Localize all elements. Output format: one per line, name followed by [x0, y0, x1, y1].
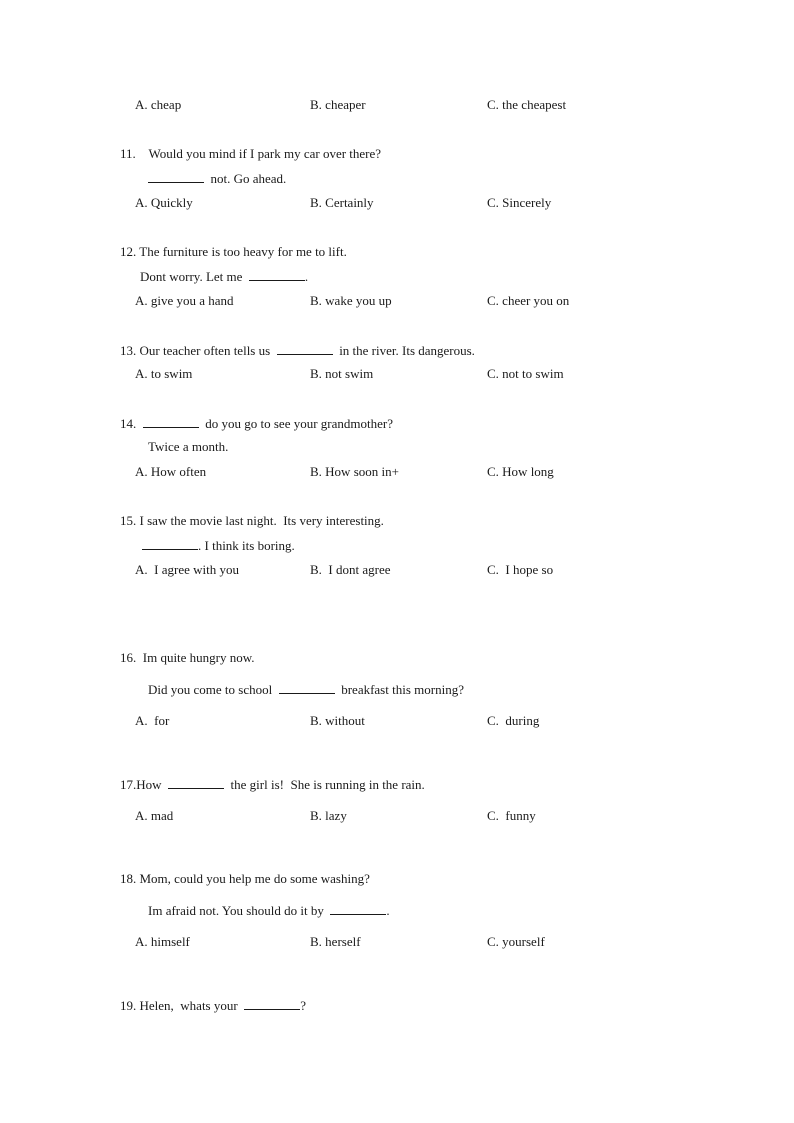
q16-option-c: C. during — [487, 713, 540, 728]
q16-reply-end: breakfast this morning? — [334, 682, 464, 697]
q16-reply — [148, 681, 464, 698]
q11-option-b: B. Certainly — [310, 195, 374, 210]
q11-stem: 11. Would you mind if I park my car over there? — [120, 146, 382, 161]
q13-option-a: A. to swim — [135, 366, 193, 381]
q17-option-c: C. funny — [487, 808, 536, 823]
q18-stem: 18. Mom, could you help me do some washing? — [120, 871, 370, 886]
q17-option-a: A. mad — [135, 808, 174, 823]
q15-blank[interactable] — [142, 537, 198, 550]
q14-option-b: B. How soon in+ — [310, 464, 399, 479]
q16-stem: 16. Im quite hungry now. — [120, 650, 255, 665]
q17-blank[interactable] — [168, 776, 224, 789]
q11-blank[interactable] — [148, 170, 204, 183]
q17-stem — [120, 776, 425, 793]
q13-option-c: C. not to swim — [487, 366, 564, 381]
q18-reply — [148, 902, 390, 919]
q16-reply-text: Did you come to school — [148, 682, 279, 697]
q15-reply — [142, 537, 295, 554]
q15-option-a: A. I agree with you — [135, 562, 239, 577]
q13-blank[interactable] — [277, 342, 333, 355]
q13-stem-end: in the river. Its dangerous. — [332, 343, 475, 358]
q18-reply-end: . — [386, 903, 390, 918]
q12-blank[interactable] — [249, 268, 305, 281]
q18-option-b: B. herself — [310, 934, 361, 949]
q19-stem — [120, 997, 306, 1014]
q14-stem — [120, 415, 393, 432]
q18-blank[interactable] — [330, 902, 386, 915]
q12-reply-end: . — [304, 269, 309, 284]
q10-option-b: B. cheaper — [310, 97, 366, 112]
q12-option-b: B. wake you up — [310, 293, 392, 308]
q13-option-b: B. not swim — [310, 366, 374, 381]
q15-option-c: C. I hope so — [487, 562, 554, 577]
q16-option-a: A. for — [135, 713, 170, 728]
q15-reply-text: . I think its boring. — [198, 538, 295, 553]
q12-option-c: C. cheer you on — [487, 293, 570, 308]
q11-option-c: C. Sincerely — [487, 195, 552, 210]
q13-stem-text: 13. Our teacher often tells us — [120, 343, 277, 358]
q14-option-a: A. How often — [135, 464, 207, 479]
q10-option-c: C. the cheapest — [487, 97, 567, 112]
q18-reply-text: Im afraid not. You should do it by — [148, 903, 331, 918]
q14-stem-end: do you go to see your grandmother? — [198, 416, 393, 431]
q11-reply — [148, 170, 286, 187]
q17-stem-text: 17.How — [120, 777, 169, 792]
q12-stem: 12. The furniture is too heavy for me to lift. — [120, 244, 347, 259]
q15-stem: 15. I saw the movie last night. Its very interesting. — [120, 513, 384, 528]
q19-stem-text: 19. Helen, whats your — [120, 998, 245, 1013]
q12-option-a: A. give you a hand — [135, 293, 234, 308]
q14-blank[interactable] — [143, 415, 199, 428]
q12-reply — [140, 268, 308, 285]
q15-option-b: B. I dont agree — [310, 562, 391, 577]
q12-reply-text: Dont worry. Let me — [140, 269, 249, 284]
q14-stem-text: 14. — [120, 416, 143, 431]
q18-option-c: C. yourself — [487, 934, 545, 949]
q17-option-b: B. lazy — [310, 808, 347, 823]
q18-option-a: A. himself — [135, 934, 190, 949]
q19-blank[interactable] — [244, 997, 300, 1010]
q19-stem-end: ? — [300, 998, 306, 1013]
q10-option-a: A. cheap — [135, 97, 182, 112]
q16-blank[interactable] — [279, 681, 335, 694]
q16-option-b: B. without — [310, 713, 365, 728]
q11-reply-text: not. Go ahead. — [204, 171, 287, 186]
q14-option-c: C. How long — [487, 464, 554, 479]
q14-reply: Twice a month. — [148, 439, 229, 454]
q11-option-a: A. Quickly — [135, 195, 193, 210]
q13-stem — [120, 342, 475, 359]
q17-stem-end: the girl is! She is running in the rain. — [224, 777, 425, 792]
